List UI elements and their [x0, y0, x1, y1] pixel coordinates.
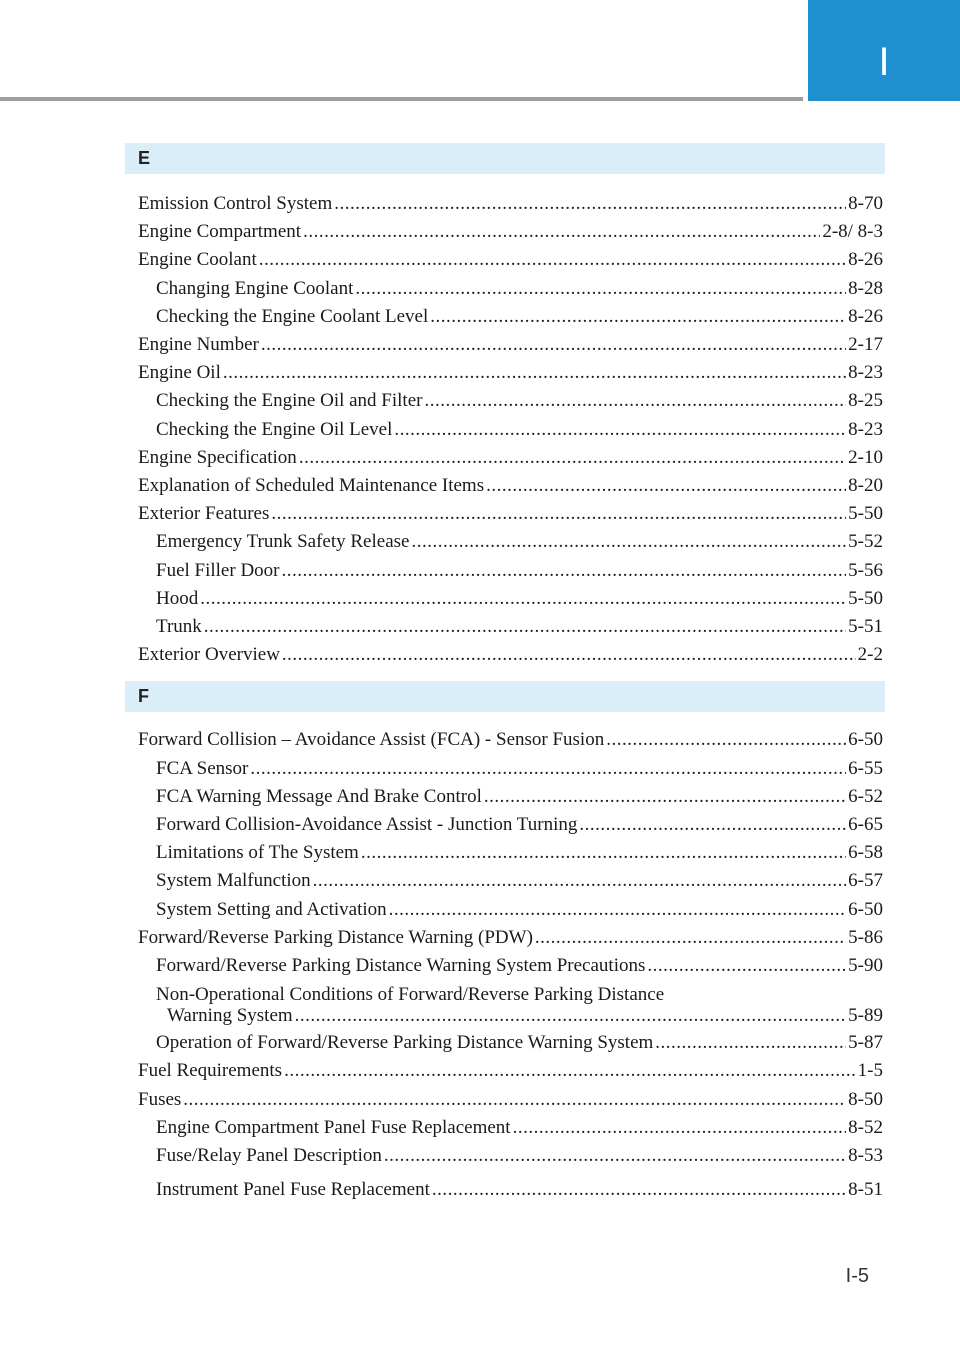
entry-title: Operation of Forward/Reverse Parking Distance Warning System [156, 1032, 654, 1054]
section-e-entries [125, 174, 885, 669]
index-subentry[interactable] [138, 783, 883, 811]
entry-page: 5-50 [848, 503, 883, 525]
index-entry[interactable] [138, 218, 883, 246]
entry-page: 8-25 [848, 390, 883, 412]
dot-leader [384, 1142, 846, 1170]
dot-leader [299, 444, 846, 472]
dot-leader [313, 867, 847, 895]
dot-leader [424, 387, 846, 415]
header-rule [0, 97, 803, 101]
entry-page: 6-65 [848, 814, 883, 836]
entry-page: 6-50 [848, 898, 883, 920]
dot-leader [484, 783, 846, 811]
index-entry[interactable] [138, 359, 883, 387]
entry-title: Instrument Panel Fuse Replacement [156, 1179, 430, 1201]
entry-page: 8-28 [848, 277, 883, 299]
entry-title: Engine Compartment Panel Fuse Replacement [156, 1116, 511, 1138]
dot-leader [295, 1005, 847, 1026]
entry-title: FCA Sensor [156, 757, 249, 779]
entry-page: 8-53 [848, 1145, 883, 1167]
index-tab [808, 0, 960, 101]
entry-page: 8-70 [848, 193, 883, 214]
entry-title: Trunk [156, 616, 202, 638]
entry-title: Engine Compartment [138, 221, 302, 243]
entry-title: Checking the Engine Coolant Level [156, 305, 429, 327]
dot-leader [200, 585, 846, 613]
entry-title-line1: Non-Operational Conditions of Forward/Reverse Parking Distance [156, 984, 665, 1006]
entry-title: Checking the Engine Oil Level [156, 418, 393, 440]
dot-leader [271, 500, 846, 528]
index-subentry[interactable] [138, 557, 883, 585]
dot-leader [606, 726, 846, 754]
dot-leader [259, 246, 846, 274]
entry-title: System Setting and Activation [156, 898, 387, 920]
entry-page: 5-56 [848, 559, 883, 581]
index-subentry[interactable] [138, 839, 883, 867]
dot-leader [204, 613, 846, 641]
entry-page: 8-51 [848, 1179, 883, 1201]
index-subentry[interactable] [138, 811, 883, 839]
entry-page: 8-20 [848, 475, 883, 497]
entry-page: 8-52 [848, 1116, 883, 1138]
entry-title: System Malfunction [156, 870, 311, 892]
entry-title: Forward/Reverse Parking Distance Warning (PDW) [138, 926, 533, 948]
entry-title: Fuses [138, 1088, 182, 1110]
entry-title: Fuel Filler Door [156, 559, 280, 581]
entry-title: Explanation of Scheduled Maintenance Items [138, 475, 485, 497]
entry-title: Limitations of The System [156, 842, 359, 864]
entry-page: 6-50 [848, 729, 883, 751]
index-entry[interactable] [138, 1057, 883, 1085]
entry-title: Engine Specification [138, 446, 297, 468]
index-entry[interactable] [138, 472, 883, 500]
entry-page: 5-51 [848, 616, 883, 638]
entry-page: 8-50 [848, 1088, 883, 1110]
dot-leader [389, 896, 847, 924]
entry-page: 6-57 [848, 870, 883, 892]
section-f [125, 681, 885, 1204]
dot-leader [432, 1176, 846, 1204]
index-subentry[interactable] [138, 896, 883, 924]
index-subentry[interactable] [138, 867, 883, 895]
entry-page: 8-23 [848, 362, 883, 384]
dot-leader [334, 190, 846, 218]
entry-title: FCA Warning Message And Brake Control [156, 785, 482, 807]
index-entry[interactable] [138, 444, 883, 472]
index-entry[interactable] [138, 331, 883, 359]
index-entry[interactable] [138, 641, 883, 669]
entry-title: Emission Control System [138, 193, 333, 214]
entry-page: 5-89 [848, 1005, 883, 1027]
index-subentry[interactable] [138, 1142, 883, 1170]
section-header-f: F [125, 681, 885, 712]
entry-title: Changing Engine Coolant [156, 277, 354, 299]
dot-leader [223, 359, 846, 387]
dot-leader [355, 275, 846, 303]
dot-leader [647, 952, 846, 980]
index-entry[interactable] [138, 1086, 883, 1114]
index-subentry-wrapped[interactable] [138, 980, 883, 1029]
entry-page: 8-26 [848, 249, 883, 271]
index-entry[interactable] [138, 500, 883, 528]
entry-page: 5-87 [848, 1032, 883, 1054]
index-subentry[interactable] [138, 303, 883, 331]
entry-page: 6-55 [848, 757, 883, 779]
dot-leader [513, 1114, 847, 1142]
dot-leader [282, 557, 847, 585]
entry-title: Engine Number [138, 334, 259, 356]
index-entry[interactable] [138, 726, 883, 754]
index-subentry[interactable] [138, 755, 883, 783]
dot-leader [361, 839, 846, 867]
entry-title: Engine Oil [138, 362, 221, 384]
index-subentry[interactable] [138, 275, 883, 303]
index-subentry[interactable] [138, 528, 883, 556]
entry-title: Checking the Engine Oil and Filter [156, 390, 423, 412]
index-content [125, 143, 885, 1205]
index-entry[interactable] [138, 246, 883, 274]
dot-leader [261, 331, 846, 359]
entry-page: 5-90 [848, 955, 883, 977]
entry-page: 8-23 [848, 418, 883, 440]
dot-leader [394, 416, 846, 444]
index-subentry[interactable] [138, 585, 883, 613]
entry-title-line2: Warning System [167, 1005, 293, 1027]
index-subentry[interactable] [138, 613, 883, 641]
dot-leader [183, 1086, 846, 1114]
dot-leader [250, 755, 846, 783]
entry-title: Engine Coolant [138, 249, 257, 271]
entry-page: 6-52 [848, 785, 883, 807]
entry-title: Fuel Requirements [138, 1060, 283, 1082]
dot-leader [579, 811, 846, 839]
entry-title: Forward Collision-Avoidance Assist - Junction Turning [156, 814, 578, 836]
index-subentry[interactable] [138, 1114, 883, 1142]
page-number: I-5 [845, 1265, 869, 1287]
entry-page: 2-2 [857, 644, 883, 666]
entry-page: 2-17 [848, 334, 883, 356]
dot-leader [411, 528, 846, 556]
entry-title: Exterior Overview [138, 644, 280, 666]
entry-page: 5-50 [848, 587, 883, 609]
entry-title: Hood [156, 587, 199, 609]
entry-page: 5-86 [848, 926, 883, 948]
dot-leader [655, 1029, 846, 1057]
entry-page: 2-10 [848, 446, 883, 468]
entry-title: Exterior Features [138, 503, 270, 525]
section-e [125, 143, 885, 669]
entry-page: 5-52 [848, 531, 883, 553]
dot-leader [430, 303, 846, 331]
entry-page: 8-26 [848, 305, 883, 327]
dot-leader [282, 641, 856, 669]
dot-leader [303, 218, 820, 246]
index-subentry[interactable] [138, 416, 883, 444]
section-header-e: E [125, 143, 885, 174]
entry-page: 1-5 [857, 1060, 883, 1082]
entry-title: Fuse/Relay Panel Description [156, 1145, 382, 1167]
index-entry[interactable] [138, 924, 883, 952]
index-subentry[interactable] [138, 1029, 883, 1057]
entry-title: Forward Collision – Avoidance Assist (FCA) - Sensor Fusion [138, 729, 605, 751]
dot-leader [486, 472, 846, 500]
index-subentry[interactable] [138, 387, 883, 415]
entry-title: Emergency Trunk Safety Release [156, 531, 410, 553]
index-subentry[interactable] [138, 952, 883, 980]
index-tab-letter: I [878, 40, 890, 84]
entry-page: 2-8/ 8-3 [822, 221, 883, 243]
section-f-entries [125, 712, 885, 1204]
dot-leader [284, 1057, 856, 1085]
entry-title: Forward/Reverse Parking Distance Warning System Precautions [156, 955, 646, 977]
entry-page: 6-58 [848, 842, 883, 864]
dot-leader [535, 924, 846, 952]
index-subentry[interactable] [138, 1176, 883, 1204]
index-entry[interactable] [138, 190, 883, 218]
